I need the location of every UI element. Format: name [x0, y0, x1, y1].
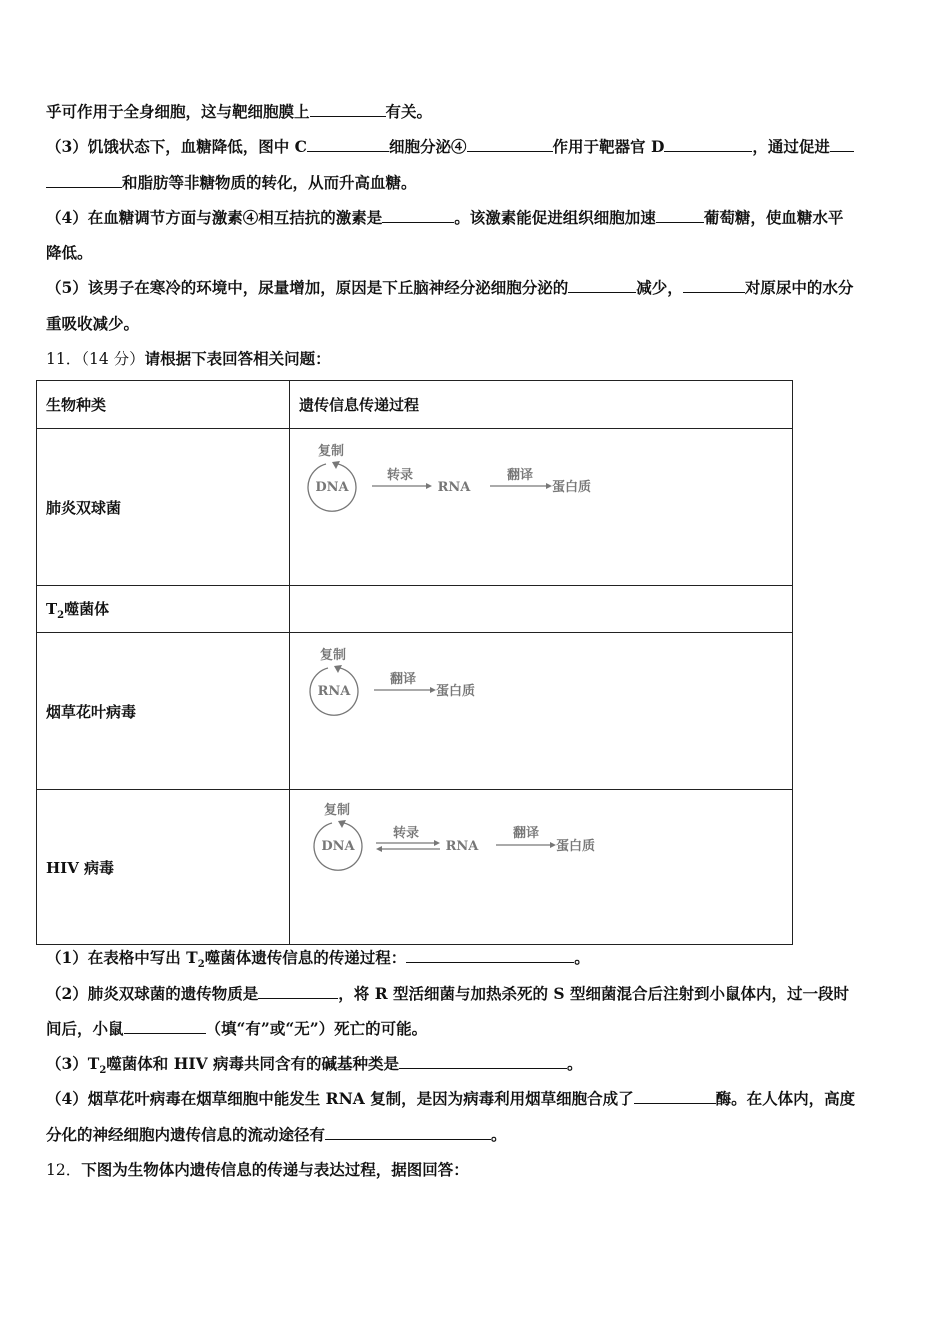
answer-blank[interactable] — [46, 172, 122, 188]
answer-blank[interactable] — [467, 136, 553, 152]
arrowhead — [434, 840, 440, 846]
table-cell-organism: 肺炎双球菌 — [37, 429, 290, 586]
table-cell-process — [290, 429, 793, 586]
para-4-line-1: （4）在血糖调节方面与激素④相互拮抗的激素是 。该激素能促进组织细胞加速 葡萄糖，使血糖水平 — [46, 208, 844, 227]
diagram-label-translation: 翻译 — [506, 468, 534, 483]
diagram-label-replication: 复制 — [324, 803, 351, 818]
q11-sub2-line-1: （2）肺炎双球菌的遗传物质是 ，将 R 型活细菌与加热杀死的 S 型细菌混合后注射到小鼠体内，过一段时 — [46, 984, 849, 1003]
q11-sub4-line-1: （4）烟草花叶病毒在烟草细胞中能发生 RNA 复制，是因为病毒利用烟草细胞合成了 酶。在人体内，高度 — [46, 1089, 856, 1108]
question-12-title: 12．下图为生物体内遗传信息的传递与表达过程，据图回答： — [46, 1160, 469, 1179]
answer-blank[interactable] — [634, 1088, 716, 1104]
table-cell-organism: HIV 病毒 — [37, 790, 290, 945]
question-11-title: 11．（14 分）请根据下表回答相关问题： — [46, 349, 331, 368]
cycle-arrowhead — [334, 665, 342, 673]
table-header-cell: 遗传信息传递过程 — [290, 381, 793, 429]
answer-blank[interactable] — [683, 277, 745, 293]
q11-sub3: $(3)T_2$噬菌体和 HIV 病毒共同含有的碱基种类是 。 — [46, 1054, 583, 1077]
diagram-node-dna: DNA — [321, 839, 355, 854]
diagram-label-transcription: 转录 — [386, 468, 414, 483]
diagram-node-rna: RNA — [317, 684, 351, 699]
answer-blank[interactable] — [310, 101, 386, 117]
answer-blank[interactable] — [258, 983, 338, 999]
diagram-node-protein: 蛋白质 — [552, 480, 592, 495]
diagram-node-rna: RNA — [437, 480, 471, 495]
table-row — [37, 633, 793, 790]
answer-blank[interactable] — [568, 277, 636, 293]
table-header-row — [37, 381, 793, 429]
table-row — [37, 586, 793, 633]
flow-diagram-tmv — [290, 633, 810, 790]
diagram-node-dna: DNA — [315, 480, 349, 495]
table-row — [37, 790, 793, 945]
table-cell-process — [290, 790, 793, 945]
diagram-label-replication: 复制 — [320, 648, 347, 663]
table-row — [37, 429, 793, 586]
flow-diagram-hiv — [290, 790, 810, 945]
table-cell-organism: $T_2$噬菌体 — [37, 586, 290, 633]
table-cell-process — [290, 633, 793, 790]
answer-blank[interactable] — [830, 136, 854, 152]
para-5-line-2: 重吸收减少。 — [46, 314, 140, 333]
table-cell-process-empty[interactable] — [290, 586, 793, 633]
answer-blank[interactable] — [399, 1053, 567, 1069]
para-3-line-1: （3）饥饿状态下，血糖降低，图中 C 细胞分泌④ 作用于靶器官 D ，通过促进 — [46, 136, 906, 158]
diagram-node-protein: 蛋白质 — [556, 839, 596, 854]
para-5-line-1: （5）该男子在寒冷的环境中，尿量增加，原因是下丘脑神经分泌细胞分泌的 减少， 对原尿中的水分 — [46, 278, 854, 297]
diagram-node-protein: 蛋白质 — [436, 684, 476, 699]
diagram-label-translation: 翻译 — [512, 826, 540, 841]
answer-blank[interactable] — [307, 136, 389, 152]
cycle-arrowhead — [338, 820, 346, 828]
cycle-arrowhead — [332, 461, 340, 469]
table-cell-organism: 烟草花叶病毒 — [37, 633, 290, 790]
q11-sub1: （1）在表格中写出 $T_2$噬菌体遗传信息的传递过程： 。 — [46, 948, 590, 971]
arrowhead — [376, 846, 382, 852]
table-header-cell: 生物种类 — [37, 381, 290, 429]
q11-sub4-line-2: 分化的神经细胞内遗传信息的流动途径有 。 — [46, 1125, 507, 1144]
para-3-line-2: 和脂肪等非糖物质的转化，从而升高血糖。 — [46, 172, 906, 194]
para-4-line-2: 降低。 — [46, 243, 93, 262]
arrowhead — [426, 483, 432, 489]
answer-blank[interactable] — [325, 1124, 491, 1140]
diagram-label-translation: 翻译 — [389, 672, 417, 687]
q11-sub2-line-2: 间后，小鼠 （填“有”或“无”）死亡的可能。 — [46, 1019, 428, 1038]
diagram-node-rna: RNA — [445, 839, 479, 854]
answer-blank[interactable] — [382, 207, 454, 223]
diagram-label-transcription: 转录 — [392, 826, 420, 841]
answer-blank[interactable] — [124, 1018, 206, 1034]
flow-diagram-pneumococcus — [290, 429, 810, 586]
diagram-label-replication: 复制 — [318, 444, 345, 459]
answer-blank[interactable] — [656, 207, 704, 223]
answer-blank[interactable] — [406, 947, 574, 963]
genetic-info-table — [36, 380, 793, 945]
answer-blank[interactable] — [664, 136, 752, 152]
para-line-1: 乎可作用于全身细胞，这与靶细胞膜上 有关。 — [46, 102, 433, 121]
